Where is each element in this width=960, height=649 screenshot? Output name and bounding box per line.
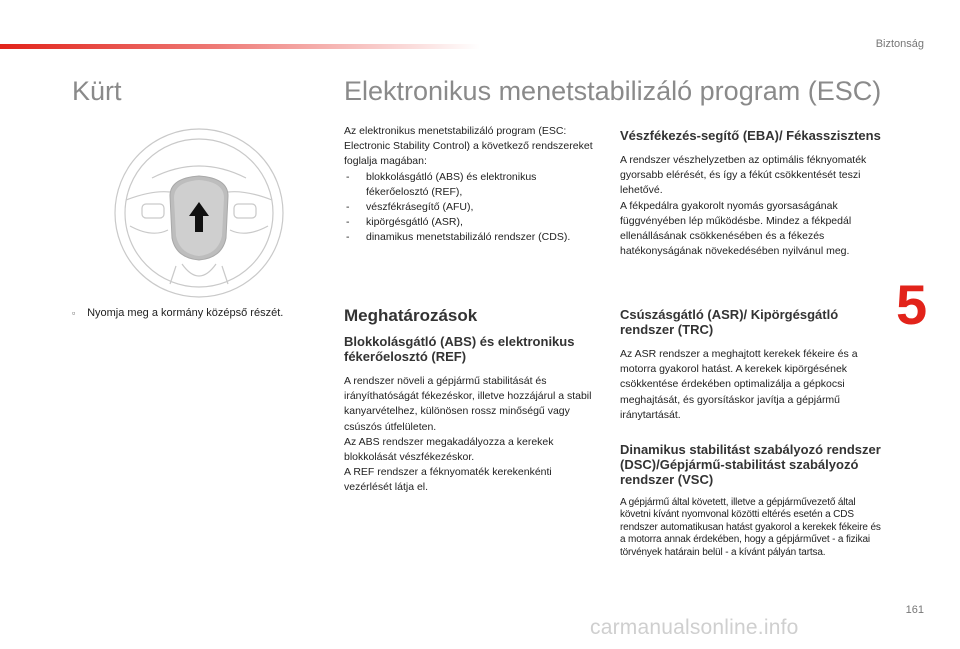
dsc-section: [620, 442, 882, 559]
section-name: Biztonság: [875, 38, 924, 50]
horn-title: Kürt: [72, 76, 122, 106]
esc-system-list: [344, 170, 599, 246]
asr-paragraph: Az ASR rendszer a meghajtott kerekek fékeire és a motorra gyakorol hatást. A kerekek kipörgésének csökkentése érdekében optimalizálja a gépkocsi meghajtását, és gyorsításkor javítja a gépjármű iránytartását.: [620, 348, 858, 421]
definitions-title: Meghatározások: [344, 306, 478, 325]
esc-intro: [344, 124, 599, 246]
list-item: - kipörgésgátló (ASR),: [344, 215, 599, 230]
esc-intro-text: Az elektronikus menetstabilizáló program (ESC: Electronic Stability Control) a következő rendszereket foglalja magában:: [344, 125, 593, 168]
abs-paragraph: Az ABS rendszer megakadályozza a kerekek blokkolását vészfékezéskor.: [344, 435, 554, 464]
list-item: - blokkolásgátló (ABS) és elektronikus fékerőelosztó (REF),: [344, 170, 599, 200]
eba-section: [620, 128, 882, 259]
list-item: - vészfékrásegítő (AFU),: [344, 200, 599, 215]
list-item: - dinamikus menetstabilizáló rendszer (CDS).: [344, 230, 599, 245]
esc-title: Elektronikus menetstabilizáló program (ESC): [344, 76, 882, 106]
horn-instruction-text: Nyomja meg a kormány középső részét.: [87, 307, 284, 319]
abs-paragraph: A REF rendszer a féknyomaték kerekenkénti vezérlését látja el.: [344, 466, 552, 494]
dsc-paragraph: A gépjármű által követett, illetve a gépjárművezető által követni kívánt nyomvonal közötti eltérés esetén a CDS rendszer automatikusan hatást gyakorol a kerekek fékeire és a motorra annak érdekében, hogy a gépjárművet - a fizikai törvények határain belül - a kívánt pályán tartsa.: [620, 497, 881, 558]
eba-paragraph: A fékpedálra gyakorolt nyomás gyorsaságának függvényében lép működésbe. Mindez a fékpedál ellenállásának csökkenésében és a fékezés hatékonyságának növekedésében nyilvánul meg.: [620, 199, 852, 258]
abs-paragraph: A rendszer növeli a gépjármű stabilitását és irányíthatóságát fékezéskor, illetve hozzájárul a stabil kanyarvételhez, különösen rossz minőségű vagy csúszós útfelületen.: [344, 375, 592, 433]
chapter-number: 5: [896, 273, 928, 336]
asr-title: Csúszásgátló (ASR)/ Kipörgésgátló rendszer (TRC): [620, 307, 839, 337]
page-number: 161: [905, 604, 924, 616]
steering-wheel-illustration: [112, 126, 286, 300]
eba-paragraph: A rendszer vészhelyzetben az optimális féknyomaték gyorsabb elérését, és így a fékút csökkentését teszi lehetővé.: [620, 154, 867, 197]
asr-section: [620, 307, 882, 423]
eba-title: Vészfékezés-segítő (EBA)/ Fékasszisztens: [620, 128, 881, 143]
abs-title: Blokkolásgátló (ABS) és elektronikus fékerőelosztó (REF): [344, 334, 575, 364]
watermark: carmanualsonline.info: [590, 616, 799, 639]
horn-instruction: [72, 307, 283, 319]
abs-section: [344, 334, 599, 496]
bullet-square-icon: ▫: [72, 308, 76, 318]
dsc-title: Dinamikus stabilitást szabályozó rendszer (DSC)/Gépjármű-stabilitást szabályozó rendszer (VSC): [620, 442, 881, 487]
header-accent-bar: [0, 44, 480, 49]
